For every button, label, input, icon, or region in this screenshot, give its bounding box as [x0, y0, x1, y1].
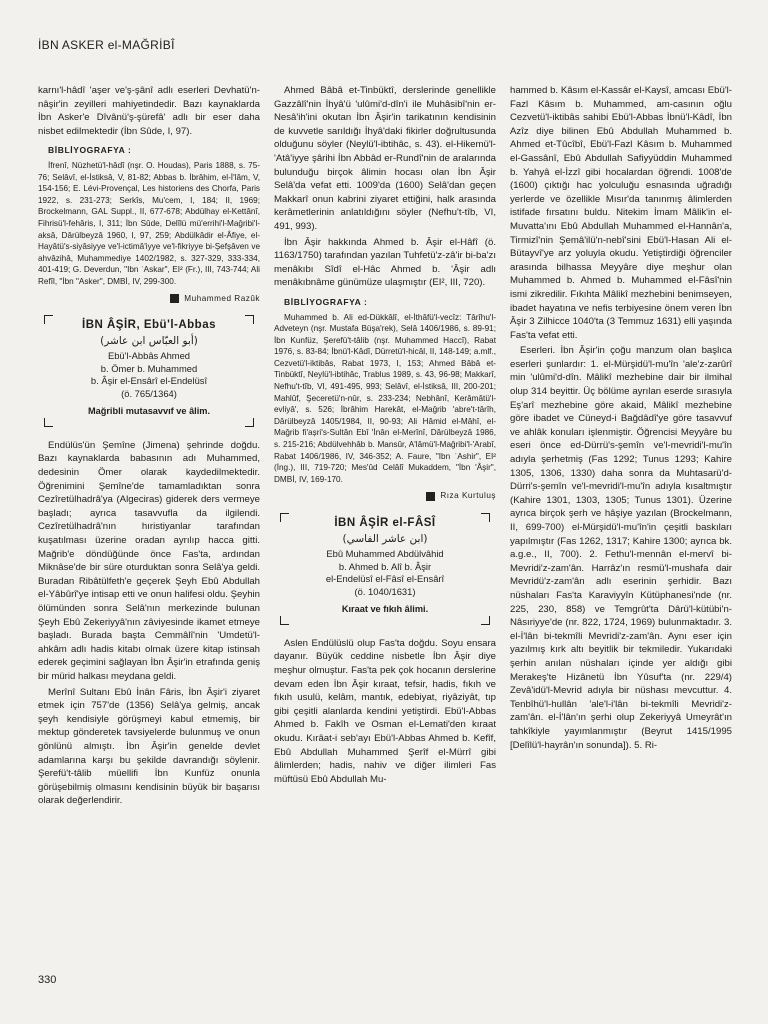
entry-full-name: el-Endelüsî el-Fâsî el-Ensârî: [325, 573, 445, 585]
paragraph: Ahmed Bâbâ et-Tinbüktî, derslerinde genellikle Gazzâlî'nin İhyâ'ü 'ulûmi'd-dîn'i ile Muhâsibî'nin er-Nesâ'ih'ini okutan İbn Âşir'in tarikatının kendisinin de kuvvetle sarıldığı İhyâ'daki fikirler doğrultusunda olduğunu söyler (Neylü'l-ibtihâc, s. 43). el-Hikemü'l-'Atâ'iyye şârihi İbn Abbâd er-Rundî'nin de aralarında bulunduğu birçok âlimin hocası olan İbn Âşir Selâ'da vefat etti. 1009'da (1600) Selâ'dan geçen Makkarî onun kabrini ziyaret ettiğini, halk arasında kerâmetlerinin anlatıldığını söyler (Nefhu't-tîb, VI, 491, 993).: [274, 85, 496, 232]
entry-arabic-name: (أبو العبّاس ابن عاشر): [100, 334, 198, 347]
bracket-corner-icon: [44, 418, 53, 427]
bibliography: İfrenî, Nüzhetü'l-hâdî (nşr. O. Houdas), Paris 1888, s. 75-76; Selâvî, el-İstiksâ, V, 81-82; Abbas b. İbrâhim, el-İ'lâm, V, 154-156; E. Lévi-Provençal, Les historiens des Chorfa, Paris 1922, s. 231-273; Serkîs, Mu'cem, I, 184; II, 1969; Brockelmann, GAL Suppl., II, 677-678; Abdülhay el-Kettânî, Fihrisü'l-fehâris, I, 311; İbn Sûde, Delîlü mü'errihi'l-Mağribi'l-aksâ, Dârülbeyzâ 1960, I, 97, 259; Abdülkâdir el-Âfiye, el-Hayâtü's-siyâsiyye ve'l-ictimâ'iyye ve'l-fikriyye bi-Şefşâven ve ahvâzihâ, Muhammediye 1402/1982, s. 327-329, 333-334, 401-419; G. Deverdun, "Ibn ʿAskar", EI² (Fr.), III, 743-744; Ali Refîl, "İbn "Asker", DMBİ, IV, 299-300.: [38, 160, 260, 286]
paragraph: İbn Âşir hakkında Ahmed b. Âşir el-Hâfî (ö. 1163/1750) tarafından yazılan Tuhfetü'z-zâ'ir bi-ba'zı menâkıbı Sîdî el-Hâc Ahmed b. 'Âşir adlı menâkıbnâme günümüze ulaşmıştır (EI², III, 720).: [274, 236, 496, 289]
entry-full-name: b. Âşir el-Ensârî el-Endelüsî: [90, 375, 208, 387]
entry-description: Mağribli mutasavvıf ve âlim.: [87, 406, 211, 417]
author-name: Muhammed Razûk: [184, 293, 260, 303]
entry-full-name: b. Ömer b. Muhammed: [100, 362, 198, 374]
entry-title: İBN ÂŞİR, Ebü'l-Abbas: [82, 319, 216, 332]
paragraph: Aslen Endülüslü olup Fas'ta doğdu. Soyu ensara dayanır. Büyük ceddine nisbetle İbn Âşir diye meşhur olmuştur. Fas'ta pek çok hocanın derslerine devam eden İbn Âşir kıraat, tefsir, hadis, fıkıh ve fıkıh usulü, kelâm, mantık, edebiyat, riyâziyât, tıp gibi çeşitli alanlarda kendini yetiştirdi. Ebü'l-Abbas Ahmed b. Fakîh ve Osman el-Lemati'den kıraat okudu. Kırâat-i seb'ayı Ebü'l-Abbas Ahmed b. Kefîf, Ebû Abdullah Muhammed Şerîf el-Mürrî gibi âlimlerden; hadis, nahiv ve diğer ilimleri Fas müftüsü Ebû Abdullah Mu-: [274, 637, 496, 785]
bibliography-heading: BİBLİYOGRAFYA :: [48, 145, 132, 156]
author-square-icon: [426, 492, 435, 501]
column-2: [274, 84, 496, 788]
entry-title: İBN ÂŞİR el-FÂSÎ: [334, 517, 436, 529]
entry-full-name: Ebü'l-Abbâs Ahmed: [107, 350, 191, 362]
author-square-icon: [170, 294, 179, 303]
entry-dates: (ö. 1040/1631): [354, 585, 416, 597]
entry-header-ibn-asir-ebul-abbas: [44, 315, 254, 427]
bibliography-heading: BİBLİYOGRAFYA :: [284, 296, 368, 307]
paragraph: karnı'l-hâdî 'aşer ve'ş-şânî adlı eserleri Devhatü'n-nâşir'in zeyilleri mahiyetindedir. Bazı kaynaklarda İbn Asker'e Dîvânü'ş-şürefâ' adlı bir eser daha nisbet edilmektedir (İbn Sûde, I, 97).: [38, 85, 260, 137]
entry-full-name: Ebû Muhammed Abdülvâhid: [326, 548, 444, 560]
article-author: [38, 292, 260, 306]
bracket-corner-icon: [245, 418, 254, 427]
column-1: [38, 84, 260, 810]
paragraph: Endülüs'ün Şemîne (Jimena) şehrinde doğdu. Bazı kaynaklarda babasının adı Muhammed, dedesinin Ömer olarak kaydedilmektedir. Öğrenimini Şemîne'de tamamladıktan sonra Cezîretülhadrâ'ya (Algeciras) giderek ders vermeye başladı; ayrıca tasavvufla da ilgilendi. Cezîretülhadrâ'nın hıristiyanlar tarafından kuşatılması üzerine oradan ayrılıp hacca gitti. Mağrib'e döndüğünde önce Fas'ta, ardından Miknâse'de bir süre oturduktan sonra Selâ'ya geldi. Buradan Ribâtülfeth'e geçerek Şeyh Ebû Abdullah el-Yâbûrî'ye intisap etti ve onun halifesi oldu. Şeyhin ölümünden sonra Selâ'nın merkezinde bulunan Şeyh Ebû Zekeriyyâ'nın zâviyesinde ikamet etmeye başladı. Burada başta Cemmâlî'nin 'Umdetü'l-ahkâm adlı hadis kitabı olmak üzere kitap istinsah ederek geçimini sağlayan İbn Âşir'in etrafında geniş bir mürid halkası meydana geldi.: [38, 439, 260, 682]
entry-dates: (ö. 765/1364): [121, 387, 177, 399]
column-3: [510, 84, 732, 754]
entry-description: Kıraat ve fıkıh âlimi.: [341, 604, 429, 615]
entry-arabic-name: (ابن عاشر الفاسي): [342, 532, 428, 545]
page-number: 330: [38, 974, 57, 986]
bracket-corner-icon: [481, 616, 490, 625]
entry-header-ibn-asir-el-fasi: [280, 513, 490, 625]
bracket-corner-icon: [481, 513, 490, 522]
bibliography: Muhammed b. Ali ed-Dükkâlî, el-İthâfü'l-vecîz: Târîhu'l-Adveteyn (nşr. Mustafa Büşa'rek), Selâ 1406/1986, s. 89-91; İbn Kunfüz, Şerefü't-tâlib (nşr. Muhammed Haccî), Rabat 1976, s. 83-84; İbnü'l-Kâdî, Dürretü'l-hicâl, II, 148-149; a.mlf., Cezvetü'l-iktibâs, Rabat 1973, I, 153; Ahmed Bâbâ et-Tinbüktî, Neylü'l-ibtihâc, Trablus 1989, s. 43, 96-98; Makkarî, Nefhu't-tîb, VI, 491-495, 993; Selâvî, el-İstiksâ, III, 200-201; Mahlûf, Şeceretü'n-nûr, s. 233-234; Nebhânî, Kerâmâtü'l-evliyâ', s. 526; İbrâhim Harekât, el-Mağrib 'abre't-târîh, Dârülbeyzâ 1405/1984, II, 90-93; Ali Hâmid el-Mâhî, el-Mağrib fi'așri's-Sultân Ebî 'İnân el-Merînî, Dârülbeyzâ 1986, s. 215-216; Abdülvehhâb b. Mansûr, A'lâmü'l-Mağribi'l-'Arabî, Rabat 1406/1986, IV, 346-352; A. Faure, "Ibn ʿAshir", EI² (İng.), III, 719-720; Mes'ûd Celâlî Mukaddem, "İbn 'Âşir", DMBİ, IV, 169-170.: [274, 312, 496, 484]
running-head: İBN ASKER el-MAĞRİBÎ: [38, 38, 175, 52]
bracket-corner-icon: [245, 315, 254, 324]
paragraph: Eserleri. İbn Âşir'in çoğu manzum olan başlıca eserleri şunlardır: 1. el-Mürşidü'l-mu'în 'ale'z-zarûrî min 'ulûmi'd-dîn. Mâlikî mezhebine dair bir ilmihal olup 314 beyittir. Üç bölüme ayrılan eserde sırasıyla Eş'arî mezhebine göre akaid, Mâlikî mezhebine göre ibadet ve Cüneyd-i Bağdâdî'ye göre tasavvuf ve ahlâk konuları işlenmiştir. Öğrencisi Meyyâre bu eseri önce ed-Dürrü's-şemîn ve'l-mevridi'l-mu'în adıyla şerhetmiş (Fas 1292; Tunus 1293; Kahire 1305, 1306, 1330) daha sonra da Muhtasarü'd-Dürri's-şemîn ve'l-mevridi'l-mu'în adıyla kısaltmıştır (Kahire 1301, 1303, 1305; Tunus 1301). Üzerine ayrıca birçok şerh ve hâşiye yazılan (Brockelmann, II, 699-700) el-Mürşidü'l-mu'în'in çeşitli baskıları yapılmıştır (Fas 1262, 1317; Kahire 1300; ayrıca bk. a.g.e., II, 700). 2. Fethu'l-mennân el-mervî bi-Mevridi'z-zam'ân. Harrâz'ın resmü'l-mushafa dair Mevridü'z-zam'ân adlı eserinin şerhidir. Bazı nüshaları Fas'ta Karaviyyîn Kütüphanesi'nde (nr. 225, 230, 858) ve Temgrût'ta Dârü'l-kütübi'n-Nâsıriyye'de (nr. 822, 1724, 1969) bulunmaktadır. 3. el-İ'lân bi-tekmîli Mevridi'z-zam'ân. Aynı eser için yazılmış kırk altı beyitlik bir tekmiledir. Yukarıdaki şerhin anılan nüshaları içinde yer aldığı gibi Merakeş'te Hizânetü İbn Yûsuf'ta (nr. 229/4) Zevâ'idü'l-Mevrid adıyla bir nüshası mevcuttur. 4. Tenbîhü'l-hullân 'ale'l-i'lân bi-tekmîli Mevridi'z-zam'ân. el-İ'lân'ın şerhi olup Zekeriyyâ Umeyrât'ın tahkîkiyle yayımlanmıştır (Beyrut 1415/1995 [Delîlü'l-hayrân'ın sonunda]). 5. Ri-: [510, 345, 732, 751]
bracket-corner-icon: [280, 513, 289, 522]
bracket-corner-icon: [280, 616, 289, 625]
bracket-corner-icon: [44, 315, 53, 324]
author-name: Rıza Kurtuluş: [440, 491, 496, 501]
entry-full-name: b. Ahmed b. Alî b. Âşir: [338, 560, 432, 572]
article-author: [274, 489, 496, 503]
paragraph: Merînî Sultanı Ebû İnân Fâris, İbn Âşir'i ziyaret etmek için 757'de (1356) Selâ'ya gelmiş, ancak şeyh kendisiyle görüşmeyi kabul etmemiş, bir mektup gönderetek tavsiyelerde bulunmuş ve onun gönlünü almıştı. İbn Âşir'in genelde devlet adamlarına karşı bu şekilde davrandığı söylenir. Şerefü't-tâlib müellifi İbn Kunfüz onunla görüşebilmiş olmasını kendisinin büyük bir başarısı olarak değerlendirir.: [38, 686, 260, 807]
paragraph: hammed b. Kâsım el-Kassâr el-Kaysî, amcası Ebü'l-Fazl Kâsım b. Muhammed, am-casının oğlu Cezvetü'l-iktibâs sahibi Ebü'l-Abbas İbnü'l-Kâdî, İbn Azîz diye bilinen Ebû Abdullah Muhammed b. Ahmed et-Tûcîbî, Ebü'l-Fazl Kâsım b. Muhammed el-Gassânî, Ebû Abdullah Safiyyüddin Muhammed b. Yahyâ el-İzzî gibi hocalardan öğrendi. 1008'de (1600) çıktığı hac yolculuğu esnasında uğradığı yerlerde ve özellikle Mısır'da tanınmış âlimlerden istifade fırsatını buldu. Nitekim İmam Mâlik'in el-Muvatta'ını Ebû Abdullah Muhammed el-Hannân'a, Tirmizî'nin Şemâ'ilü'n-nebî'sini Ebü'l-Hasan Ali el-Bütayvî'ye arz yoluyla okudu. Yetiştirdiği öğrenciler arasında bilhassa Meyyâre diye meşhur olan Muhammed b. Ahmed b. Muhammed el-Fâsî'nin ismi zikredilir. Fıkıhta Mâlikî mezhebini benimseyen, ibadet hayatına ve nefis terbiyesine önem veren İbn Âşir 3 Zilhicce 1040'ta (3 Temmuz 1631) elli yaşında Fas'ta vefat etti.: [510, 85, 732, 341]
